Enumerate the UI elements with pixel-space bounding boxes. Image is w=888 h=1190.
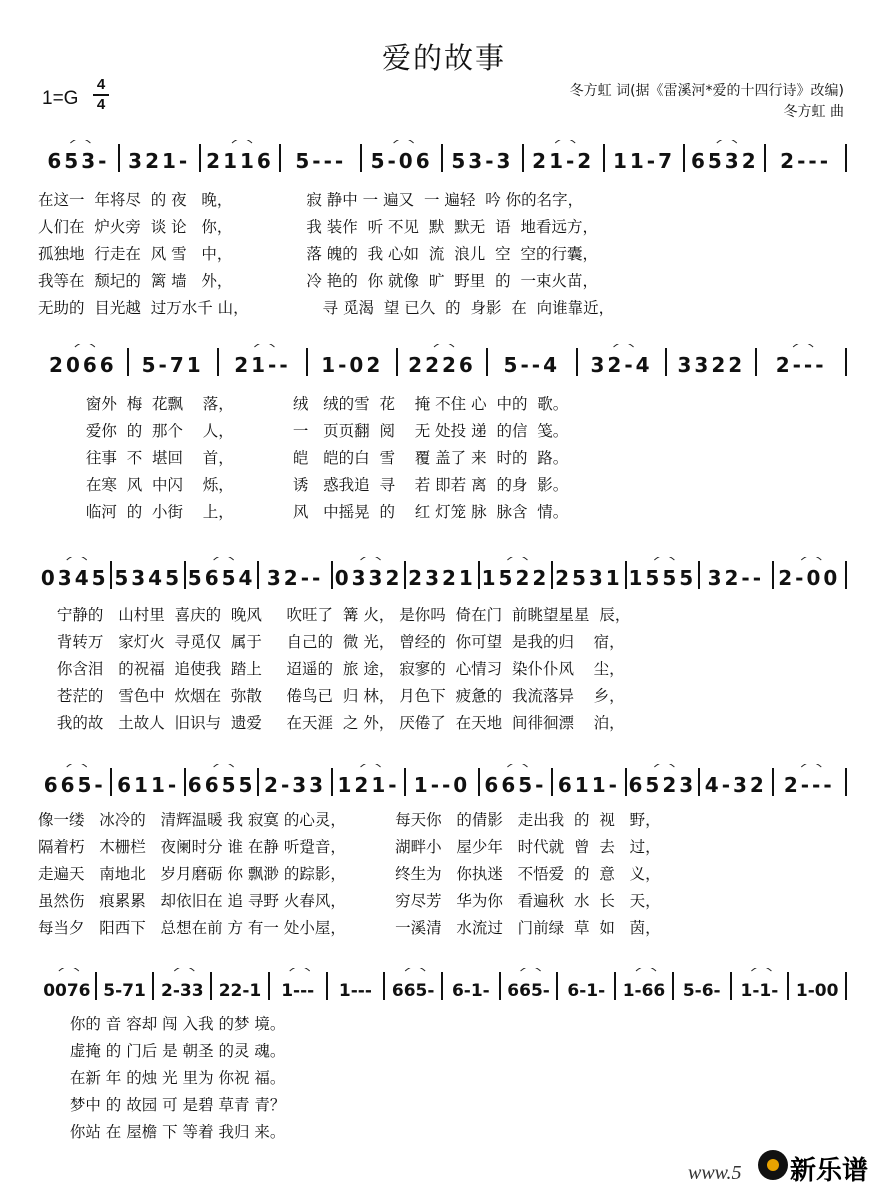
measure-notes: 1-66 [622,981,666,1001]
lyric-line: 虽然伤 痕累累 却依旧在 追 寻野 火春风， 穷尽芳 华为你 看遍秋 水 长 天， [38,892,661,910]
lyric-line: 你的 音 容却 闯 入我 的梦 境。 [60,1015,286,1033]
lyricist-credit: 冬方虹 词(据《雷溪河*爱的十四行诗》改编) [569,83,844,99]
brand-name: 新乐谱 [790,1156,869,1186]
measure-notes: 5345 [114,566,183,590]
slur-mark [614,344,634,347]
notation-line [40,764,848,800]
measure-notes: 121- [337,773,400,797]
slur-mark [232,140,252,143]
lyric-line: 每当夕 阳西下 总想在前 方 有一 处小屋， 一溪清 水流过 门前绿 草 如 茵， [38,919,661,937]
slur-mark [174,968,194,971]
measure-notes: 5--- [295,149,347,173]
slur-mark [394,140,414,143]
measure-notes: 665- [391,981,435,1001]
lyric-line: 苍茫的 雪色中 炊烟在 弥散 倦鸟已 归 林， 月色下 疲惫的 我流落异 乡， [52,687,625,705]
lyric-line: 孤独地 行走在 风 雪 中， 落 魄的 我 心如 流 浪儿 空 空的行囊， [38,245,598,263]
slur-mark [67,557,87,560]
slur-mark [801,557,821,560]
measure-notes: 3322 [677,353,746,377]
slur-mark [507,764,527,767]
slur-mark [361,557,381,560]
measure-notes: 2-33 [161,981,204,1001]
measure-notes: 21-- [234,353,291,377]
measure-notes: 665- [484,773,547,797]
measure-notes: 5-71 [103,981,146,1001]
lyric-line: 我等在 颓圮的 篱 墙 外， 冷 艳的 你 就像 旷 野里 的 一束火苗， [38,272,598,290]
slur-mark [290,968,310,971]
notation-line [40,968,848,1004]
lyric-line: 窗外 梅 花飘 落， 绒 绒的雪 花 掩 不住 心 中的 歌。 [76,395,569,413]
slur-mark [59,968,79,971]
measure-notes: 2116 [206,149,274,173]
watermark-text: www.5 [688,1162,742,1184]
notation-line [40,344,848,380]
lyric-line: 往事 不 堪回 首， 皑 皑的白 雪 覆 盖了 来 时的 路。 [76,449,569,467]
measure-notes: 5-6- [682,981,721,1001]
measure-notes: 653- [47,149,110,173]
notation-line [40,140,848,176]
lyric-line: 在这一 年将尽 的 夜 晚， 寂 静中 一 遍又 一 遍轻 吟 你的名字， [38,191,584,209]
measure-notes: 2531 [555,566,623,590]
slur-mark [214,764,234,767]
composer-credit: 冬方虹 曲 [783,104,844,120]
lyric-line: 在寒 风 中闪 烁， 诱 惑我追 寻 若 即若 离 的身 影。 [76,476,569,494]
measure-notes: 6-1- [451,981,490,1001]
lyric-line: 虚掩 的 门后 是 朝圣 的灵 魂。 [60,1042,286,1060]
measure-notes: 2-33 [264,773,327,797]
measure-notes: 2--- [783,773,835,797]
measure-notes: 22-1 [218,981,262,1001]
measure-notes: 0332 [334,566,403,590]
time-signature [93,77,109,113]
slur-mark [361,764,381,767]
slur-mark [405,968,425,971]
measure-notes: 5--4 [503,353,560,377]
measure-notes: 1-1- [740,981,779,1001]
slur-mark [555,140,575,143]
measure-notes: 6523 [628,773,697,797]
measure-notes: 1522 [481,566,550,590]
slur-mark [75,344,95,347]
lyric-line: 梦中 的 故园 可 是碧 草青 青？ [60,1096,286,1114]
measure-notes: 665- [507,981,550,1001]
measure-notes: 2--- [780,149,832,173]
lyric-line: 人们在 炉火旁 谈 论 你， 我 装作 听 不见 默 默无 语 地看远方， [38,218,598,236]
measure-notes: 6-1- [567,981,606,1001]
measure-notes: 1-02 [321,353,384,377]
lyric-line: 无助的 目光越 过万水千 山， 寻 觅渴 望 已久 的 身影 在 向谁靠近， [38,299,615,317]
measure-notes: 32-- [707,566,765,590]
lyric-line: 临河 的 小街 上， 风 中摇晃 的 红 灯笼 脉 脉含 情。 [76,503,569,521]
measure-notes: 53-3 [451,149,514,173]
measure-notes: 1--- [281,981,315,1001]
measure-notes: 5-71 [141,353,204,377]
measure-notes: 321- [128,149,191,173]
song-title: 爱的故事 [381,41,506,75]
measure-notes: 11-7 [612,149,676,173]
measure-notes: 611- [557,773,620,797]
key-signature: 1=G [42,88,79,109]
measure-notes: 0076 [43,981,91,1001]
lyric-line: 在新 年 的烛 光 里为 你祝 福。 [60,1069,286,1087]
measure-notes: 32-- [266,566,324,590]
measure-notes: 2226 [408,353,476,377]
lyric-line: 我的故 土故人 旧识与 遗爱 在天涯 之 外， 厌倦了 在天地 间徘徊漂 泊， [52,714,625,732]
notation-line [40,557,848,593]
lyric-line: 你站 在 屋檐 下 等着 我归 来。 [60,1123,286,1141]
measure-notes: 611- [117,773,180,797]
slur-mark [214,557,234,560]
measure-notes: 2--- [775,353,827,377]
lyric-line: 背转万 家灯火 寻觅仅 属于 自己的 微 光， 曾经的 你可望 是我的归 宿， [52,633,625,651]
measure-notes: 6655 [187,773,256,797]
lyric-line: 走遍天 南地北 岁月磨砺 你 飘渺 的踪影， 终生为 你执迷 不悟爱 的 意 义， [38,865,661,883]
slur-mark [636,968,656,971]
lyric-line: 隔着朽 木栅栏 夜阑时分 谁 在静 听跫音， 湖畔小 屋少年 时代就 曾 去 过， [38,838,661,856]
measure-notes: 2321 [408,566,476,590]
lyric-line: 宁静的 山村里 喜庆的 晚风 吹旺了 篝 火， 是你吗 倚在门 前眺望星星 辰， [52,606,631,624]
slur-mark [67,764,87,767]
slur-mark [507,557,527,560]
slur-mark [70,140,90,143]
slur-mark [654,764,674,767]
measure-notes: 1--0 [413,773,471,797]
measure-notes: 0345 [40,566,109,590]
slur-mark [254,344,274,347]
slur-mark [717,140,737,143]
brand-logo-icon [758,1150,788,1180]
measure-notes: 4-32 [704,773,767,797]
measure-notes: 2066 [49,353,117,377]
measure-notes: 5-06 [370,149,433,173]
lyric-line: 像一缕 冰冷的 清辉温暖 我 寂寞 的心灵， 每天你 的倩影 走出我 的 视 野， [38,811,661,829]
time-signature-top: 4 [96,76,106,93]
slur-mark [751,968,771,971]
lyric-line: 爱你 的 那个 人， 一 页页翻 阅 无 处投 递 的信 笺。 [76,422,569,440]
slur-mark [801,764,821,767]
slur-mark [654,557,674,560]
lyric-line: 你含泪 的祝福 追使我 踏上 迢遥的 旅 途， 寂寥的 心情习 染仆仆风 尘， [52,660,625,678]
measure-notes: 665- [43,773,106,797]
slur-mark [793,344,813,347]
measure-notes: 2-00 [778,566,841,590]
slur-mark [434,344,454,347]
measure-notes: 5654 [187,566,256,590]
measure-notes: 1-00 [795,981,839,1001]
measure-notes: 1--- [338,981,372,1001]
measure-notes: 1555 [628,566,697,590]
measure-notes: 6532 [690,149,759,173]
time-signature-bottom: 4 [96,96,106,113]
measure-notes: 32-4 [590,353,653,377]
measure-notes: 21-2 [532,149,595,173]
slur-mark [521,968,541,971]
